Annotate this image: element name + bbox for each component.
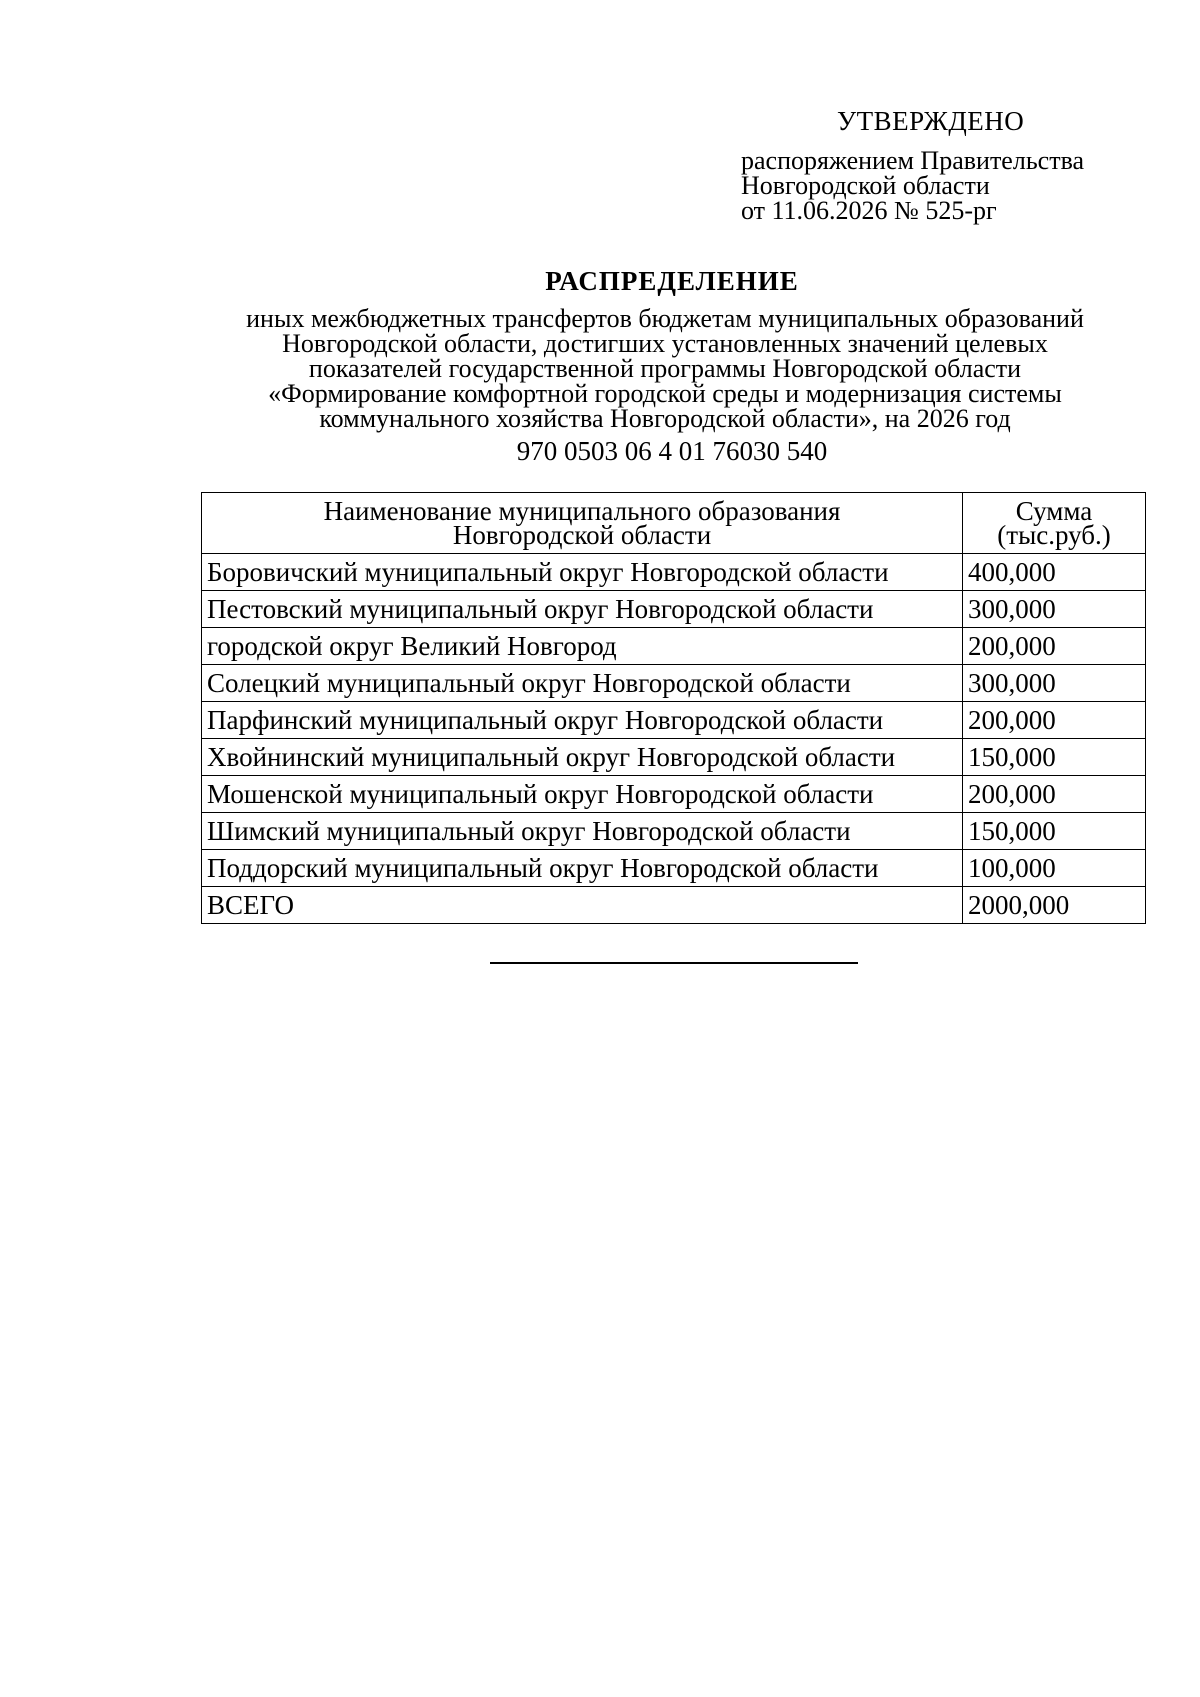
amount-cell: 200,000 [963,628,1146,665]
subtitle-line: Новгородской области, достигших установленных значений целевых [282,329,1048,358]
approval-line: Новгородской области [741,171,990,200]
table-row [202,628,1146,665]
table-row [202,813,1146,850]
total-row [202,887,1146,924]
municipality-name: Солецкий муниципальный округ Новгородской области [202,665,963,702]
header-line: (тыс.руб.) [997,520,1111,550]
amount-cell: 100,000 [963,850,1146,887]
amount-cell: 400,000 [963,554,1146,591]
name-column-header [202,493,963,554]
subtitle-line: иных межбюджетных трансфертов бюджетам муниципальных образований [246,304,1084,333]
municipality-name: городской округ Великий Новгород [202,628,963,665]
amount-cell: 200,000 [963,776,1146,813]
table-row [202,702,1146,739]
amount-cell: 300,000 [963,591,1146,628]
municipality-name: Мошенской муниципальный округ Новгородской области [202,776,963,813]
table-row [202,739,1146,776]
municipality-name: Парфинский муниципальный округ Новгородской области [202,702,963,739]
table-row [202,665,1146,702]
municipality-name: Боровичский муниципальный округ Новгородской области [202,554,963,591]
budget-code: 970 0503 06 4 01 76030 540 [516,436,828,466]
header-line: Сумма [1015,496,1093,526]
subtitle-line: коммунального хозяйства Новгородской области», на 2026 год [319,404,1011,433]
municipality-name: Хвойнинский муниципальный округ Новгородской области [202,739,963,776]
amount-cell: 150,000 [963,813,1146,850]
sum-column-header [963,493,1146,554]
approval-block [741,148,1084,223]
total-label: ВСЕГО [202,887,963,924]
municipality-name: Пестовский муниципальный округ Новгородской области [202,591,963,628]
table-header-row [202,493,1146,554]
subtitle-line: «Формирование комфортной городской среды и модернизация системы [268,379,1062,408]
header-line: Новгородской области [452,520,712,550]
approval-line: распоряжением Правительства [741,146,1085,175]
table-row [202,554,1146,591]
municipality-name: Шимский муниципальный округ Новгородской области [202,813,963,850]
amount-cell: 150,000 [963,739,1146,776]
table-row [202,850,1146,887]
document-subtitle [200,306,1130,431]
subtitle-line: показателей государственной программы Новгородской области [308,354,1022,383]
table-row [202,776,1146,813]
table-row [202,591,1146,628]
allocation-table [201,492,1146,924]
total-amount: 2000,000 [963,887,1146,924]
end-divider [490,962,858,964]
municipality-name: Поддорский муниципальный округ Новгородской области [202,850,963,887]
amount-cell: 300,000 [963,665,1146,702]
amount-cell: 200,000 [963,702,1146,739]
approval-heading: УТВЕРЖДЕНО [837,106,1025,136]
document-title: РАСПРЕДЕЛЕНИЕ [545,266,799,296]
header-line: Наименование муниципального образования [323,496,841,526]
approval-date-line: от 11.06.2026 № 525-рг [741,196,997,225]
